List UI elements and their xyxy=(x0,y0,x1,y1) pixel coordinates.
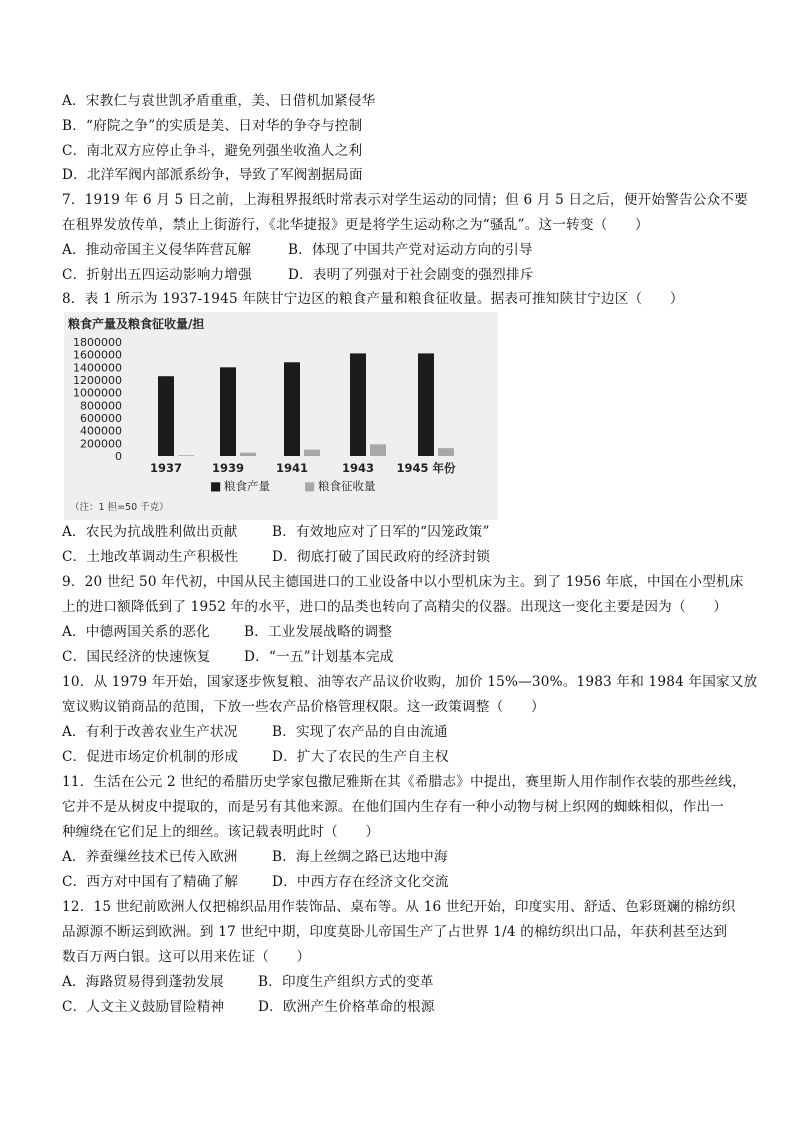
option-10d: D．扩大了农民的生产自主权 xyxy=(272,749,449,765)
bar-grain-output xyxy=(220,367,236,456)
option-6b: B．“府院之争”的实质是美、日对华的争夺与控制 xyxy=(62,118,363,134)
option-7a: A．推动帝国主义侵华阵营瓦解 xyxy=(62,242,252,258)
question-9-line-2: 上的进口额降低到了 1952 年的水平，进口的品类也转向了高精尖的仪器。出现这一变化主要是因为（ ） xyxy=(62,599,728,615)
option-11d: D．中西方存在经济文化交流 xyxy=(272,874,449,890)
grain-bar-chart xyxy=(64,312,498,520)
bar-grain-collection xyxy=(240,453,256,456)
y-tick-label: 600000 xyxy=(80,412,122,425)
bar-grain-collection xyxy=(438,448,454,456)
option-11a: A．养蚕缫丝技术已传入欧洲 xyxy=(62,849,238,865)
question-11-line-3: 种缠绕在它们足上的细丝。该记载表明此时（ ） xyxy=(62,824,380,840)
legend-swatch-grain-output: ■ xyxy=(210,479,222,493)
question-7-line-2: 在租界发放传单，禁止上街游行，《北华捷报》更是将学生运动称之为“骚乱”。这一转变（ ） xyxy=(62,217,649,233)
legend-label-grain-output: 粮食产量 xyxy=(224,479,270,493)
question-12-line-2: 品源源不断运到欧洲。到 17 世纪中期，印度莫卧儿帝国生产了占世界 1/4 的棉纺织出口品，年获利甚至达到 xyxy=(62,924,728,940)
x-tick-label: 1939 xyxy=(211,461,245,475)
bar-grain-collection xyxy=(178,455,194,456)
question-7-line-1: 7．1919 年 6 月 5 日之前，上海租界报纸时常表示对学生运动的同情；但 6 月 5 日之后，便开始警告公众不要 xyxy=(62,192,748,208)
x-tick-label: 1943 xyxy=(341,461,375,475)
y-tick-label: 800000 xyxy=(80,399,122,413)
bar-grain-output xyxy=(418,353,434,456)
option-7b: B．体现了中国共产党对运动方向的引导 xyxy=(288,242,533,258)
y-tick-label: 1800000 xyxy=(73,336,122,349)
y-tick-label: 1400000 xyxy=(73,361,122,375)
x-tick-label: 1937 xyxy=(149,461,183,475)
option-8d: D．彻底打破了国民政府的经济封锁 xyxy=(272,549,491,565)
bar-grain-output xyxy=(158,376,174,456)
bar-grain-collection xyxy=(304,450,320,456)
chart-ylabel: 粮食产量及粮食征收量/担 xyxy=(68,317,205,331)
x-tick-label: 1941 xyxy=(275,461,309,475)
x-tick-label: 1945 年份 xyxy=(396,461,456,475)
option-10a: A．有利于改善农业生产状况 xyxy=(62,724,238,740)
question-8: 8．表 1 所示为 1937-1945 年陕甘宁边区的粮食产量和粮食征收量。据表可推知陕甘宁边区（ ） xyxy=(62,291,684,307)
option-6d: D．北洋军阀内部派系纷争，导致了军阀割据局面 xyxy=(62,167,363,183)
option-9d: D．“一五”计划基本完成 xyxy=(244,649,394,665)
question-12-line-3: 数百万两白银。这可以用来佐证（ ） xyxy=(62,949,311,965)
question-12-line-1: 12．15 世纪前欧洲人仅把棉织品用作装饰品、桌布等。从 16 世纪开始，印度实用、舒适、色彩斑斓的棉纺织 xyxy=(62,899,736,915)
option-11c: C．西方对中国有了精确了解 xyxy=(62,874,239,890)
legend-swatch-grain-collection: ■ xyxy=(304,479,316,493)
bar-grain-collection xyxy=(370,444,386,456)
option-9a: A．中德两国关系的恶化 xyxy=(62,624,210,640)
option-8a: A．农民为抗战胜利做出贡献 xyxy=(62,524,238,540)
bar-grain-output xyxy=(284,362,300,456)
option-6a: A．宋教仁与袁世凯矛盾重重，美、日借机加紧侵华 xyxy=(62,93,376,109)
question-10-line-2: 宽议购议销商品的范围，下放一些农产品价格管理权限。这一政策调整（ ） xyxy=(62,699,545,715)
option-7c: C．折射出五四运动影响力增强 xyxy=(62,267,252,283)
y-tick-label: 1200000 xyxy=(73,374,122,387)
chart-note: （注：1 担=50 千克） xyxy=(70,502,169,513)
option-8c: C．土地改革调动生产积极性 xyxy=(62,549,239,565)
option-8b: B．有效地应对了日军的“囚笼政策” xyxy=(272,524,490,540)
option-12a: A．海路贸易得到蓬勃发展 xyxy=(62,974,224,990)
y-tick-label: 1000000 xyxy=(73,386,122,400)
option-10b: B．实现了农产品的自由流通 xyxy=(272,724,448,740)
y-tick-label: 0 xyxy=(115,450,122,463)
option-12d: D．欧洲产生价格革命的根源 xyxy=(258,999,435,1015)
y-tick-label: 200000 xyxy=(80,437,122,451)
bar-grain-output xyxy=(350,353,366,456)
question-10-line-1: 10．从 1979 年开始，国家逐步恢复粮、油等农产品议价收购，加价 15%—30%。1983 年和 1984 年国家又放 xyxy=(62,674,758,690)
option-10c: C．促进市场定价机制的形成 xyxy=(62,749,239,765)
option-12b: B．印度生产组织方式的变革 xyxy=(258,974,434,990)
option-9b: B．工业发展战略的调整 xyxy=(244,624,393,640)
question-9-line-1: 9．20 世纪 50 年代初，中国从民主德国进口的工业设备中以小型机床为主。到了 1956 年底，中国在小型机床 xyxy=(62,574,744,590)
option-12c: C．人文主义鼓励冒险精神 xyxy=(62,999,225,1015)
grain-chart xyxy=(64,312,498,520)
option-9c: C．国民经济的快速恢复 xyxy=(62,649,211,665)
option-6c: C．南北双方应停止争斗，避免列强坐收渔人之利 xyxy=(62,143,363,159)
y-tick-label: 400000 xyxy=(80,424,122,438)
option-11b: B．海上丝绸之路已达地中海 xyxy=(272,849,448,865)
legend-label-grain-collection: 粮食征收量 xyxy=(318,479,376,493)
question-11-line-1: 11．生活在公元 2 世纪的希腊历史学家包撒尼雅斯在其《希腊志》中提出，赛里斯人用作制作衣装的那些丝线， xyxy=(62,774,746,790)
question-11-line-2: 它并不是从树皮中提取的，而是另有其他来源。在他们国内生存有一种小动物与树上织网的蜘蛛相似，作出一 xyxy=(62,799,725,815)
option-7d: D．表明了列强对于社会剧变的强烈排斥 xyxy=(288,267,534,283)
y-tick-label: 1600000 xyxy=(73,348,122,362)
